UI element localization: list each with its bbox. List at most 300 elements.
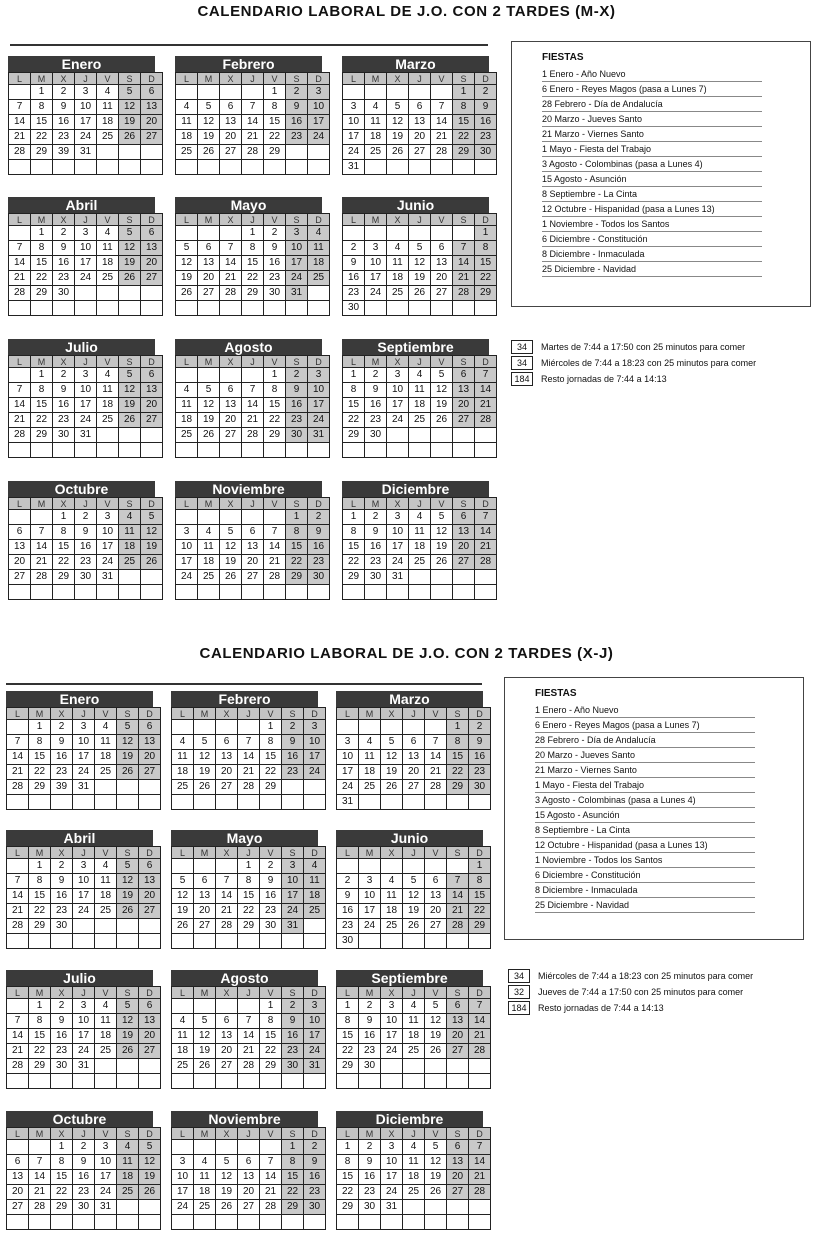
day-cell: 3 (304, 720, 326, 735)
week-row (176, 160, 330, 175)
day-cell: 2 (286, 368, 308, 383)
day-cell (475, 428, 497, 443)
day-cell: 16 (308, 540, 330, 555)
day-cell: 13 (447, 1155, 469, 1170)
week-row (172, 1200, 326, 1215)
weekday-label: S (453, 73, 475, 85)
day-cell: 6 (453, 510, 475, 525)
day-cell: 5 (117, 859, 139, 874)
day-cell (365, 585, 387, 600)
weekday-label: D (139, 987, 161, 999)
fiesta-item: 12 Octubre - Hispanidad (pasa a Lunes 13) (535, 838, 755, 853)
day-cell: 23 (286, 130, 308, 145)
day-cell: 8 (29, 735, 51, 750)
day-cell: 28 (9, 428, 31, 443)
day-cell: 23 (282, 1044, 304, 1059)
day-cell: 26 (139, 1185, 161, 1200)
day-cell: 6 (216, 1014, 238, 1029)
day-cell: 14 (238, 1029, 260, 1044)
week-row (176, 271, 330, 286)
fiesta-item: 21 Marzo - Viernes Santo (542, 127, 762, 142)
day-cell: 14 (29, 1170, 51, 1185)
week-row (343, 100, 497, 115)
week-row (343, 301, 497, 316)
day-cell: 8 (343, 525, 365, 540)
day-cell: 8 (447, 735, 469, 750)
legend-row (508, 984, 753, 1000)
day-cell: 22 (31, 271, 53, 286)
month-calendar-junio (336, 830, 486, 949)
day-cell: 17 (286, 256, 308, 271)
day-cell: 30 (359, 1059, 381, 1074)
week-row (176, 555, 330, 570)
weekday-label: D (139, 1128, 161, 1140)
weekday-label: X (216, 987, 238, 999)
day-cell: 17 (387, 398, 409, 413)
day-cell: 8 (337, 1155, 359, 1170)
day-cell: 5 (220, 525, 242, 540)
day-cell: 29 (260, 780, 282, 795)
day-cell: 23 (260, 904, 282, 919)
weekday-label: J (409, 214, 431, 226)
day-cell: 2 (308, 510, 330, 525)
day-cell: 31 (97, 570, 119, 585)
day-cell: 17 (304, 1029, 326, 1044)
day-cell (409, 160, 431, 175)
day-cell (31, 510, 53, 525)
day-cell: 28 (238, 1059, 260, 1074)
weekday-label: D (308, 73, 330, 85)
day-cell: 27 (425, 919, 447, 934)
day-cell: 15 (51, 1170, 73, 1185)
day-cell: 7 (242, 100, 264, 115)
fiesta-item: 25 Diciembre - Navidad (542, 262, 762, 277)
day-cell (343, 585, 365, 600)
day-cell: 29 (282, 1200, 304, 1215)
weekday-label: J (238, 987, 260, 999)
day-cell: 22 (51, 1185, 73, 1200)
weekday-label: X (381, 1128, 403, 1140)
month-calendar-agosto (171, 970, 321, 1089)
weekday-label: M (198, 73, 220, 85)
day-cell: 31 (387, 570, 409, 585)
day-cell (53, 160, 75, 175)
day-cell: 16 (359, 1170, 381, 1185)
day-cell: 5 (381, 735, 403, 750)
day-cell: 9 (469, 735, 491, 750)
month-name: Octubre (8, 481, 155, 497)
day-cell: 2 (51, 999, 73, 1014)
day-cell: 8 (29, 874, 51, 889)
day-cell: 12 (381, 750, 403, 765)
weekday-header-row (343, 73, 497, 85)
month-grid (8, 497, 163, 600)
month-calendar-marzo (336, 691, 486, 810)
day-cell: 11 (176, 398, 198, 413)
day-cell: 3 (176, 525, 198, 540)
day-cell: 25 (403, 1185, 425, 1200)
week-row (9, 241, 163, 256)
day-cell (381, 1074, 403, 1089)
month-grid (342, 72, 497, 175)
day-cell (387, 160, 409, 175)
day-cell (447, 1215, 469, 1230)
day-cell: 30 (73, 1200, 95, 1215)
day-cell: 6 (425, 874, 447, 889)
weekday-label: X (220, 214, 242, 226)
day-cell: 1 (260, 720, 282, 735)
day-cell (469, 1215, 491, 1230)
week-row (9, 413, 163, 428)
day-cell: 39 (53, 145, 75, 160)
day-cell: 10 (176, 540, 198, 555)
day-cell: 2 (304, 1140, 326, 1155)
legend-count: 184 (508, 1001, 530, 1015)
day-cell: 23 (359, 1185, 381, 1200)
day-cell: 15 (242, 256, 264, 271)
day-cell: 27 (139, 1044, 161, 1059)
day-cell (216, 934, 238, 949)
week-row (172, 1074, 326, 1089)
day-cell: 5 (119, 85, 141, 100)
day-cell (51, 934, 73, 949)
day-cell: 22 (282, 1185, 304, 1200)
weekday-label: J (73, 987, 95, 999)
day-cell (264, 301, 286, 316)
day-cell: 24 (308, 413, 330, 428)
week-row (7, 1014, 161, 1029)
day-cell: 13 (139, 1014, 161, 1029)
day-cell: 17 (172, 1185, 194, 1200)
day-cell (242, 510, 264, 525)
fiesta-item: 20 Marzo - Jueves Santo (535, 748, 755, 763)
day-cell: 3 (73, 999, 95, 1014)
day-cell: 17 (73, 750, 95, 765)
day-cell (51, 795, 73, 810)
day-cell: 8 (238, 874, 260, 889)
day-cell: 4 (95, 720, 117, 735)
day-cell (198, 443, 220, 458)
day-cell: 1 (447, 720, 469, 735)
week-row (343, 85, 497, 100)
day-cell: 1 (29, 859, 51, 874)
day-cell: 30 (282, 1059, 304, 1074)
day-cell: 24 (337, 780, 359, 795)
day-cell: 15 (53, 540, 75, 555)
day-cell: 17 (365, 271, 387, 286)
weekday-header-row (337, 1128, 491, 1140)
day-cell (453, 585, 475, 600)
week-row (9, 85, 163, 100)
weekday-label: L (9, 498, 31, 510)
day-cell: 20 (242, 555, 264, 570)
day-cell: 11 (308, 241, 330, 256)
week-row (172, 999, 326, 1014)
day-cell: 14 (7, 750, 29, 765)
month-calendar-junio (342, 197, 492, 316)
day-cell (95, 1074, 117, 1089)
day-cell (220, 443, 242, 458)
day-cell (139, 919, 161, 934)
week-row (9, 428, 163, 443)
day-cell: 24 (73, 765, 95, 780)
day-cell (304, 1074, 326, 1089)
day-cell: 12 (117, 1014, 139, 1029)
weekday-label: D (141, 214, 163, 226)
day-cell: 4 (176, 383, 198, 398)
weekday-header-row (343, 498, 497, 510)
month-calendar-marzo (342, 56, 492, 175)
day-cell (264, 510, 286, 525)
day-cell: 19 (409, 271, 431, 286)
day-cell: 9 (286, 100, 308, 115)
day-cell (95, 795, 117, 810)
fiesta-item: 1 Mayo - Fiesta del Trabajo (542, 142, 762, 157)
day-cell: 19 (139, 1170, 161, 1185)
day-cell: 26 (403, 919, 425, 934)
day-cell (73, 795, 95, 810)
day-cell: 30 (359, 1200, 381, 1215)
weekday-label: S (447, 708, 469, 720)
weekday-label: V (97, 356, 119, 368)
day-cell: 3 (73, 720, 95, 735)
day-cell: 13 (403, 750, 425, 765)
weekday-label: M (365, 214, 387, 226)
day-cell (343, 443, 365, 458)
day-cell (117, 919, 139, 934)
day-cell (381, 720, 403, 735)
day-cell: 30 (53, 286, 75, 301)
day-cell: 8 (242, 241, 264, 256)
day-cell: 10 (337, 750, 359, 765)
day-cell: 23 (469, 765, 491, 780)
day-cell: 10 (75, 383, 97, 398)
day-cell: 25 (308, 271, 330, 286)
day-cell (172, 1215, 194, 1230)
day-cell (475, 160, 497, 175)
day-cell (119, 570, 141, 585)
day-cell: 29 (343, 570, 365, 585)
day-cell: 17 (381, 1170, 403, 1185)
day-cell: 17 (387, 540, 409, 555)
day-cell: 1 (53, 510, 75, 525)
day-cell: 21 (9, 130, 31, 145)
week-row (172, 1215, 326, 1230)
day-cell: 3 (381, 999, 403, 1014)
day-cell (365, 160, 387, 175)
day-cell: 24 (73, 1044, 95, 1059)
week-row (172, 934, 326, 949)
day-cell: 18 (176, 413, 198, 428)
day-cell: 4 (403, 1140, 425, 1155)
day-cell (359, 1074, 381, 1089)
day-cell: 1 (337, 999, 359, 1014)
weekday-label: X (387, 356, 409, 368)
day-cell (53, 301, 75, 316)
fiestas-box (511, 41, 811, 307)
day-cell (176, 510, 198, 525)
day-cell: 14 (238, 750, 260, 765)
day-cell: 27 (141, 130, 163, 145)
day-cell (220, 85, 242, 100)
day-cell (304, 1215, 326, 1230)
day-cell (403, 1215, 425, 1230)
weekday-label: L (176, 356, 198, 368)
weekday-label: V (425, 708, 447, 720)
week-row (172, 1059, 326, 1074)
weekday-label: V (425, 847, 447, 859)
day-cell: 9 (53, 383, 75, 398)
day-cell: 14 (431, 115, 453, 130)
day-cell: 22 (343, 413, 365, 428)
weekday-label: M (365, 498, 387, 510)
day-cell (194, 795, 216, 810)
day-cell (387, 85, 409, 100)
week-row (7, 859, 161, 874)
day-cell: 25 (176, 428, 198, 443)
day-cell (447, 1059, 469, 1074)
weekday-label: X (53, 73, 75, 85)
day-cell (141, 428, 163, 443)
weekday-label: V (431, 73, 453, 85)
day-cell: 27 (453, 555, 475, 570)
weekday-label: L (7, 708, 29, 720)
weekday-label: V (95, 847, 117, 859)
day-cell: 11 (409, 525, 431, 540)
day-cell (381, 859, 403, 874)
day-cell (447, 1200, 469, 1215)
day-cell: 18 (409, 398, 431, 413)
month-name: Diciembre (336, 1111, 483, 1127)
day-cell (409, 443, 431, 458)
week-row (172, 1029, 326, 1044)
day-cell: 11 (97, 100, 119, 115)
day-cell (97, 301, 119, 316)
day-cell: 11 (119, 525, 141, 540)
day-cell (242, 85, 264, 100)
day-cell: 18 (172, 1044, 194, 1059)
day-cell: 28 (220, 286, 242, 301)
month-name: Mayo (175, 197, 322, 213)
day-cell: 5 (139, 1140, 161, 1155)
day-cell: 11 (198, 540, 220, 555)
day-cell: 17 (308, 398, 330, 413)
day-cell: 4 (304, 859, 326, 874)
day-cell (7, 1074, 29, 1089)
day-cell: 10 (75, 100, 97, 115)
day-cell: 14 (425, 750, 447, 765)
weekday-label: X (53, 356, 75, 368)
day-cell (469, 1200, 491, 1215)
day-cell: 19 (117, 750, 139, 765)
weekday-label: S (286, 498, 308, 510)
day-cell: 15 (343, 540, 365, 555)
month-grid (336, 986, 491, 1089)
day-cell: 4 (359, 735, 381, 750)
month-grid (175, 72, 330, 175)
day-cell: 7 (242, 383, 264, 398)
weekday-header-row (9, 498, 163, 510)
week-row (337, 735, 491, 750)
week-row (337, 1074, 491, 1089)
day-cell: 2 (75, 510, 97, 525)
weekday-label: S (117, 1128, 139, 1140)
day-cell: 30 (337, 934, 359, 949)
month-grid (342, 213, 497, 316)
day-cell: 14 (31, 540, 53, 555)
day-cell: 6 (139, 859, 161, 874)
day-cell: 1 (475, 226, 497, 241)
day-cell: 21 (29, 1185, 51, 1200)
day-cell: 27 (7, 1200, 29, 1215)
day-cell: 24 (381, 1044, 403, 1059)
weekday-label: L (176, 498, 198, 510)
section-title: CALENDARIO LABORAL DE J.O. CON 2 TARDES (M-X) (197, 3, 616, 20)
day-cell (286, 301, 308, 316)
day-cell (172, 1074, 194, 1089)
fiesta-item: 3 Agosto - Colombinas (pasa a Lunes 4) (542, 157, 762, 172)
divider (6, 683, 482, 685)
day-cell: 4 (172, 735, 194, 750)
day-cell (220, 301, 242, 316)
day-cell: 8 (264, 100, 286, 115)
week-row (7, 1200, 161, 1215)
day-cell: 3 (365, 241, 387, 256)
day-cell: 22 (475, 271, 497, 286)
week-row (343, 525, 497, 540)
week-row (343, 443, 497, 458)
day-cell: 4 (97, 368, 119, 383)
day-cell: 2 (282, 720, 304, 735)
day-cell: 3 (308, 368, 330, 383)
day-cell: 17 (282, 889, 304, 904)
day-cell: 3 (381, 1140, 403, 1155)
fiesta-item: 28 Febrero - Día de Andalucía (535, 733, 755, 748)
weekday-label: J (242, 498, 264, 510)
week-row (9, 368, 163, 383)
weekday-label: X (53, 498, 75, 510)
weekday-label: S (453, 214, 475, 226)
weekday-label: J (242, 214, 264, 226)
day-cell: 17 (359, 904, 381, 919)
day-cell: 21 (238, 1044, 260, 1059)
week-row (9, 540, 163, 555)
day-cell: 15 (31, 115, 53, 130)
weekday-label: M (194, 708, 216, 720)
day-cell: 2 (469, 720, 491, 735)
day-cell: 9 (359, 1155, 381, 1170)
day-cell: 4 (117, 1140, 139, 1155)
month-calendar-abril (6, 830, 156, 949)
day-cell: 14 (447, 889, 469, 904)
day-cell (381, 1059, 403, 1074)
day-cell (73, 919, 95, 934)
day-cell: 2 (51, 720, 73, 735)
day-cell: 25 (119, 555, 141, 570)
day-cell (359, 934, 381, 949)
day-cell: 28 (9, 286, 31, 301)
day-cell (475, 570, 497, 585)
week-row (337, 1215, 491, 1230)
day-cell (141, 160, 163, 175)
day-cell: 24 (387, 413, 409, 428)
fiesta-item: 3 Agosto - Colombinas (pasa a Lunes 4) (535, 793, 755, 808)
day-cell: 15 (286, 540, 308, 555)
day-cell (308, 160, 330, 175)
day-cell: 28 (447, 919, 469, 934)
weekday-header-row (172, 1128, 326, 1140)
day-cell (469, 1059, 491, 1074)
